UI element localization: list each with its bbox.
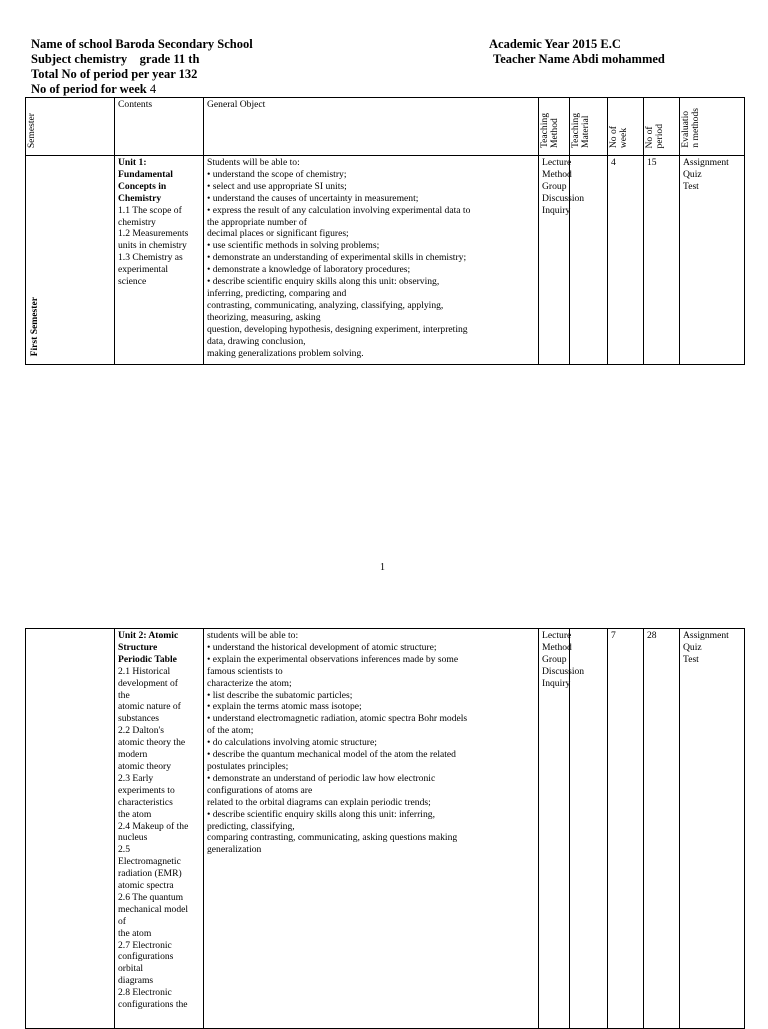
objective-line: • understand the causes of uncertainty in measurement; [207,192,419,204]
content-line: 2.7 Electronic [118,939,172,951]
content-line: configurations the [118,999,188,1011]
unit-2-row [26,629,745,1029]
semester-cell [26,156,115,365]
objective-line: • describe the quantum mechanical model of the atom the related [207,749,456,761]
evaluation-header-label: Evaluatio n methods [680,108,701,149]
content-line: radiation (EMR) [118,868,182,880]
objective-line: • explain the terms atomic mass isotope; [207,701,362,713]
subject-label: Subject chemistry [31,52,128,66]
plan-table-unit-2 [25,628,745,1029]
objective-line: the appropriate number of [207,216,307,228]
content-line: the atom [118,927,152,939]
method-line: Method [542,168,572,180]
objective-line: Students will be able to: [207,157,300,168]
content-line: atomic nature of [118,701,181,713]
content-line: experiments to [118,784,175,796]
contents-header: Contents [115,98,204,156]
objective-line: related to the orbital diagrams can explain periodic trends; [207,796,431,808]
objective-line: data, drawing conclusion, [207,335,306,347]
objective-line: generalization [207,844,262,856]
objective-line: of the atom; [207,725,254,737]
unit-1-row [26,156,745,365]
teaching-material-header [570,98,608,156]
academic-year [489,37,621,52]
unit-title-line: Unit 1: [118,157,147,168]
unit-2-teaching-method [539,629,585,1029]
objective-line: • understand electromagnetic radiation, atomic spectra Bohr models [207,713,468,725]
objective-line: contrasting, communicating, analyzing, classifying, applying, [207,299,444,311]
content-line: atomic spectra [118,880,174,892]
content-line: modern [118,749,148,761]
content-line: 1.2 Measurements [118,228,189,240]
unit-1-objectives [204,156,539,365]
content-line: Electromagnetic [118,856,181,868]
semester-header-label: Semester [26,112,37,149]
content-line: 2.6 The quantum [118,891,184,903]
content-line: 2.1 Historical [118,665,171,677]
method-line: Discussion [542,192,585,204]
subject-line [31,52,199,67]
content-line: 2.2 Dalton's [118,725,164,737]
objective-line: • describe scientific enquiry skills along this unit: observing, [207,276,440,288]
objective-line: characterize the atom; [207,677,292,689]
academic-year-label: Academic Year 2015 E.C [489,37,621,51]
objective-line: decimal places or significant figures; [207,228,349,240]
objective-line: • do calculations involving atomic structure; [207,737,377,749]
objective-line: students will be able to: [207,630,299,641]
content-line: 2.3 Early [118,772,154,784]
header-row [26,98,745,156]
content-line: substances [118,713,160,725]
unit-2-title [118,630,200,666]
method-line: Inquiry [542,204,571,216]
content-line: 2.4 Makeup of the [118,820,189,832]
unit-2-content-list [118,666,200,1011]
unit-2-teaching-material [570,629,608,1029]
content-line: science [118,276,147,288]
unit-1-evaluation [680,156,745,365]
evaluation-line: Quiz [683,641,702,653]
unit-1-contents [115,156,204,365]
method-line: Lecture [542,630,572,641]
general-object-header: General Object [204,98,539,156]
objective-line: • demonstrate a knowledge of laboratory procedures; [207,264,411,276]
weekly-periods-label: No of period for week [31,82,147,96]
content-line: 1.3 Chemistry as [118,252,183,264]
school-value: Baroda Secondary School [115,37,253,51]
method-line: Group [542,180,567,192]
periods-header [644,98,680,156]
objective-line: postulates principles; [207,760,289,772]
unit-1-teaching-method [539,156,585,365]
content-line: nucleus [118,832,148,844]
unit-2-contents [115,629,204,1029]
weeks-header [608,98,644,156]
grade-value: grade 11 th [139,52,200,66]
objective-line: comparing contrasting, communicating, asking questions making [207,832,458,844]
content-line: 2.5 [118,844,130,856]
total-periods-label: Total No of period per year 132 [31,67,198,81]
objective-line: • explain the experimental observations inferences made by some [207,653,459,665]
unit-1-content-list [118,205,200,288]
objective-line: • use scientific methods in solving problems; [207,240,380,252]
objective-line: • describe scientific enquiry skills along this unit: inferring, [207,808,435,820]
method-line: Method [542,641,572,653]
page-number: 1 [380,562,385,573]
objective-line: making generalizations problem solving. [207,347,364,359]
unit-2-weeks: 7 [608,629,644,1029]
method-line: Lecture [542,157,572,168]
evaluation-line: Test [683,180,699,192]
content-line: units in chemistry [118,240,187,252]
content-line: configurations [118,951,174,963]
unit-1-weeks: 4 [608,156,644,365]
content-line: mechanical model [118,903,189,915]
teaching-material-header-label: Teaching Material [570,113,591,149]
content-line: atomic theory [118,760,172,772]
objective-line: • understand the historical development of atomic structure; [207,641,437,653]
unit-2-evaluation [680,629,745,1029]
content-line: development of [118,677,178,689]
periods-header-label: No of period [644,123,665,149]
unit-title-line: Fundamental [118,168,173,180]
semester-label: First Semester [29,296,40,357]
objective-line: famous scientists to [207,665,283,677]
objective-line: inferring, predicting, comparing and [207,287,347,299]
evaluation-line: Quiz [683,168,702,180]
unit-title-line: Periodic Table [118,653,177,665]
total-periods [31,67,197,82]
semester-header [26,98,115,156]
objective-line: theorizing, measuring, asking [207,311,321,323]
teaching-method-header [539,98,570,156]
content-line: atomic theory the [118,737,186,749]
objective-line: • understand the scope of chemistry; [207,168,347,180]
unit-2-semester-cell [26,629,115,1029]
unit-title-line: Unit 2: Atomic [118,630,179,641]
unit-title-line: Structure [118,641,158,653]
evaluation-line: Assignment [683,630,729,641]
objective-line: question, developing hypothesis, designing experiment, interpreting [207,323,468,335]
method-line: Discussion [542,665,585,677]
content-line: of [118,915,126,927]
method-line: Inquiry [542,677,571,689]
unit-title-line: Chemistry [118,192,162,204]
unit-1-periods: 15 [644,156,680,365]
weekly-periods-value: 4 [149,82,157,96]
content-line: 1.1 The scope of [118,204,182,216]
objective-line: • list describe the subatomic particles; [207,689,353,701]
school-name [31,37,253,52]
objective-line: • express the result of any calculation involving experimental data to [207,204,471,216]
method-line: Group [542,653,567,665]
content-line: the atom [118,808,152,820]
content-line: chemistry [118,216,156,228]
objective-line: • demonstrate an understanding of experimental skills in chemistry; [207,252,467,264]
unit-2-objectives [204,629,539,1029]
content-line: the [118,689,130,701]
content-line: diagrams [118,975,154,987]
evaluation-header [680,98,745,156]
school-label: Name of school [31,37,113,51]
objective-line: • select and use appropriate SI units; [207,180,347,192]
unit-2-periods: 28 [644,629,680,1029]
content-line: experimental [118,264,169,276]
objective-line: configurations of atoms are [207,784,313,796]
plan-table-unit-1 [25,97,745,365]
objective-line: • demonstrate an understand of periodic law how electronic [207,772,436,784]
evaluation-line: Assignment [683,157,729,168]
teaching-method-header-label: Teaching Method [539,113,560,149]
teacher-name [493,52,665,67]
objective-line: predicting, classifying, [207,820,295,832]
evaluation-line: Test [683,653,699,665]
content-line: 2.8 Electronic [118,987,172,999]
weeks-header-label: No of week [608,125,629,149]
content-line: orbital [118,963,144,975]
unit-title-line: Concepts in [118,180,167,192]
content-line: characteristics [118,796,173,808]
unit-1-teaching-material [570,156,608,365]
unit-1-title [118,157,200,205]
weekly-periods [31,82,156,97]
teacher-name-label: Teacher Name Abdi mohammed [493,52,665,66]
